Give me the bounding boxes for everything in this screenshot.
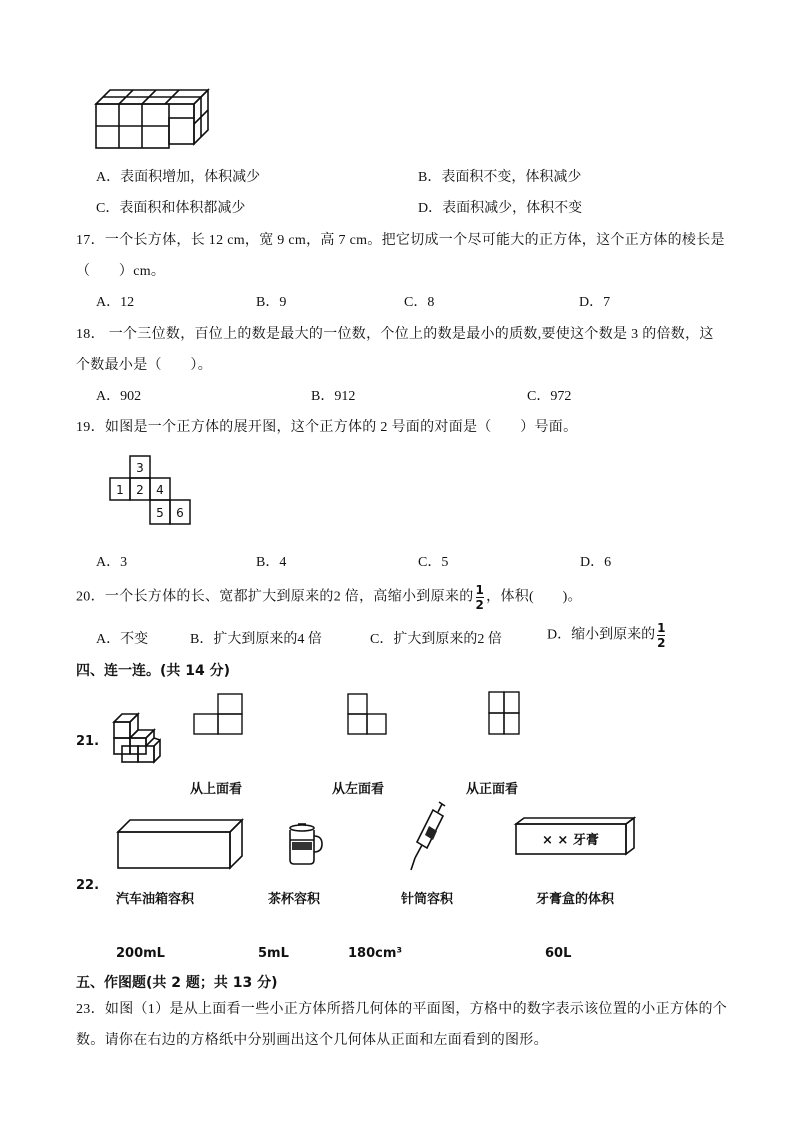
fuel-tank-icon [116, 818, 244, 870]
q17-option-b: B．9 [256, 295, 287, 310]
view-shape-2 [346, 692, 388, 736]
syringe-icon [405, 800, 451, 872]
q18-option-c: C．972 [527, 389, 572, 404]
q20-option-b: B．扩大到原来的4 倍 [190, 632, 322, 647]
q20-option-c: C．扩大到原来的2 倍 [370, 632, 502, 647]
cube-stack-figure [92, 82, 212, 152]
net-face-2: 2 [136, 483, 144, 497]
section-5-title: 五、作图题(共 2 题；共 13 分) [76, 975, 278, 991]
q20-option-a: A．不变 [96, 632, 149, 647]
q20-stem [76, 584, 582, 611]
q16-option-a: A．表面积增加，体积减少 [96, 170, 261, 185]
item-tea-cup: 茶杯容积 [268, 892, 321, 907]
q20-stem-after: ，体积( )。 [486, 589, 582, 605]
tea-cup-icon [284, 822, 326, 866]
view-shape-1 [192, 692, 244, 736]
value-180cm3: 180cm³ [348, 946, 403, 961]
label-front-view: 从正面看 [466, 782, 519, 797]
q19-option-c: C．5 [418, 555, 449, 570]
q23-stem-line2: 数。请你在右边的方格纸中分别画出这个几何体从正面和左面看到的图形。 [76, 1033, 548, 1048]
q16-option-d: D．表面积减少，体积不变 [418, 201, 583, 216]
item-fuel-tank: 汽车油箱容积 [116, 892, 195, 907]
q18-option-a: A．902 [96, 389, 142, 404]
q22-number: 22. [76, 878, 100, 893]
q20-option-d-frac-num: 1 [657, 621, 666, 635]
net-face-3: 3 [136, 461, 144, 475]
q23-stem-line1: 23．如图（1）是从上面看一些小正方体所搭几何体的平面图，方格中的数字表示该位置的小正方体的个 [76, 1002, 728, 1017]
item-toothpaste-box: 牙膏盒的体积 [536, 892, 615, 907]
q19-option-b: B．4 [256, 555, 287, 570]
q17-stem-line2: （ ）cm。 [76, 264, 166, 279]
value-200ml: 200mL [116, 946, 165, 961]
q18-stem-line1: 18． 一个三位数，百位上的数是最大的一位数，个位上的数是最小的质数,要使这个数是 3 的倍数，这 [76, 327, 714, 342]
value-60l: 60L [545, 946, 572, 961]
section-4-title: 四、连一连。(共 14 分) [76, 663, 231, 679]
q17-stem-line1: 17．一个长方体，长 12 cm，宽 9 cm，高 7 cm。把它切成一个尽可能大的正方体，这个正方体的棱长是 [76, 233, 725, 248]
q20-frac-num: 1 [475, 583, 485, 597]
q18-option-b: B．912 [311, 389, 356, 404]
toothpaste-box-icon [512, 816, 636, 856]
q16-option-c: C．表面积和体积都减少 [96, 201, 246, 216]
q20-frac-den: 2 [475, 598, 485, 612]
q17-option-c: C．8 [404, 295, 435, 310]
q17-option-d: D．7 [579, 295, 611, 310]
cube-net-figure [108, 454, 192, 530]
q19-option-a: A．3 [96, 555, 128, 570]
q20-option-d-text: D．缩小到原来的 [547, 627, 656, 643]
label-left-view: 从左面看 [332, 782, 385, 797]
q19-option-d: D．6 [580, 555, 612, 570]
q20-stem-before: 20．一个长方体的长、宽都扩大到原来的2 倍，高缩小到原来的 [76, 589, 474, 605]
net-face-6: 6 [176, 506, 184, 520]
q20-option-d-frac-den: 2 [657, 636, 666, 650]
value-5ml: 5mL [258, 946, 289, 961]
q18-stem-line2: 个数最小是（ ）。 [76, 358, 212, 373]
q20-fraction [476, 584, 485, 611]
q16-option-b: B．表面积不变，体积减少 [418, 170, 582, 185]
net-face-1: 1 [116, 483, 124, 497]
q20-option-d-fraction [657, 622, 665, 649]
view-shape-3 [487, 690, 521, 736]
q17-option-a: A．12 [96, 295, 135, 310]
q21-number: 21. [76, 734, 100, 749]
q21-cube-figure [108, 712, 164, 768]
q19-stem: 19．如图是一个正方体的展开图，这个正方体的 2 号面的对面是（ ）号面。 [76, 420, 578, 435]
label-top-view: 从上面看 [190, 782, 243, 797]
toothpaste-box-label: × × 牙膏 [542, 833, 599, 848]
item-syringe: 针筒容积 [401, 892, 454, 907]
net-face-5: 5 [156, 506, 164, 520]
q20-option-d [547, 622, 667, 649]
net-face-4: 4 [156, 483, 164, 497]
